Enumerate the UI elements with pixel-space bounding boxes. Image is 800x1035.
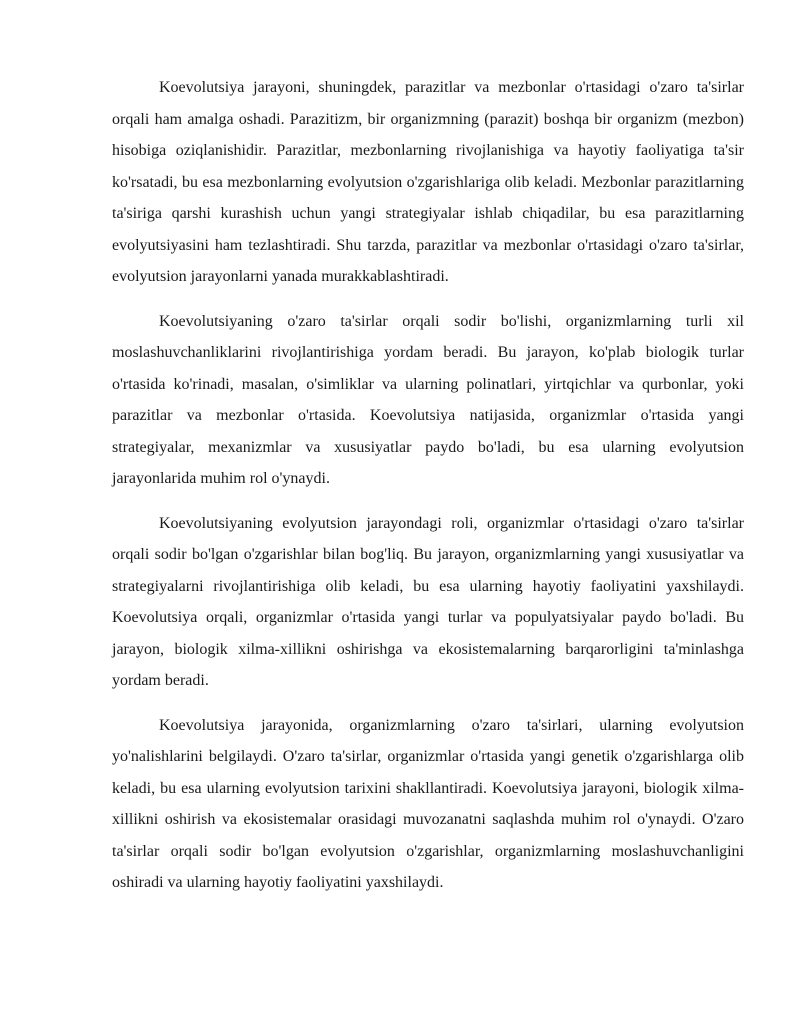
- paragraph-evolutionary-role: Koevolutsiyaning evolyutsion jarayondagi roli, organizmlar o'rtasidagi o'zaro ta'sirlar orqali sodir bo'lgan o'zgarishlar bilan bog'liq. Bu jarayon, organizmlarning yangi xususiyatlar va strategiyalarni rivojlantirishiga olib keladi, bu esa ularning hayotiy faoliyatini yaxshilaydi. Koevolutsiya orqali, organizmlar o'rtasida yangi turlar va populyatsiyalar paydo bo'ladi. Bu jarayon, biologik xilma-xillikni oshirishga va ekosistemalarning barqarorligini ta'minlashga yordam beradi.: [112, 514, 744, 689]
- paragraph-adaptations: Koevolutsiyaning o'zaro ta'sirlar orqali sodir bo'lishi, organizmlarning turli xil moslashuvchanliklarini rivojlantirishiga yordam beradi. Bu jarayon, ko'plab biologik turlar o'rtasida ko'rinadi, masalan, o'simliklar va ularning polinatlari, yirtqichlar va qurbonlar, yoki parazitlar va mezbonlar o'rtasida. Koevolutsiya natijasida, organizmlar o'rtasida yangi strategiyalar, mexanizmlar va xususiyatlar paydo bo'ladi, bu esa ularning evolyutsion jarayonlarida muhim rol o'ynaydi.: [112, 312, 744, 487]
- document-page: [112, 72, 744, 912]
- paragraph-evolutionary-directions: Koevolutsiya jarayonida, organizmlarning o'zaro ta'sirlari, ularning evolyutsion yo'nalishlarini belgilaydi. O'zaro ta'sirlar, organizmlar o'rtasida yangi genetik o'zgarishlarga olib keladi, bu esa ularning evolyutsion tarixini shakllantiradi. Koevolutsiya jarayoni, biologik xilma-xillikni oshirish va ekosistemalar orasidagi muvozanatni saqlashda muhim rol o'ynaydi. O'zaro ta'sirlar orqali sodir bo'lgan evolyutsion o'zgarishlar, organizmlarning moslashuvchanligini oshiradi va ularning hayotiy faoliyatini yaxshilaydi.: [112, 716, 744, 891]
- paragraph-parasites-hosts: Koevolutsiya jarayoni, shuningdek, parazitlar va mezbonlar o'rtasidagi o'zaro ta'sirlar orqali ham amalga oshadi. Parazitizm, bir organizmning (parazit) boshqa bir organizm (mezbon) hisobiga oziqlanishidir. Parazitlar, mezbonlarning rivojlanishiga va hayotiy faoliyatiga ta'sir ko'rsatadi, bu esa mezbonlarning evolyutsion o'zgarishlariga olib keladi. Mezbonlar parazitlarning ta'siriga qarshi kurashish uchun yangi strategiyalar ishlab chiqadilar, bu esa parazitlarning evolyutsiyasini ham tezlashtiradi. Shu tarzda, parazitlar va mezbonlar o'rtasidagi o'zaro ta'sirlar, evolyutsion jarayonlarni yanada murakkablashtiradi.: [112, 79, 744, 285]
